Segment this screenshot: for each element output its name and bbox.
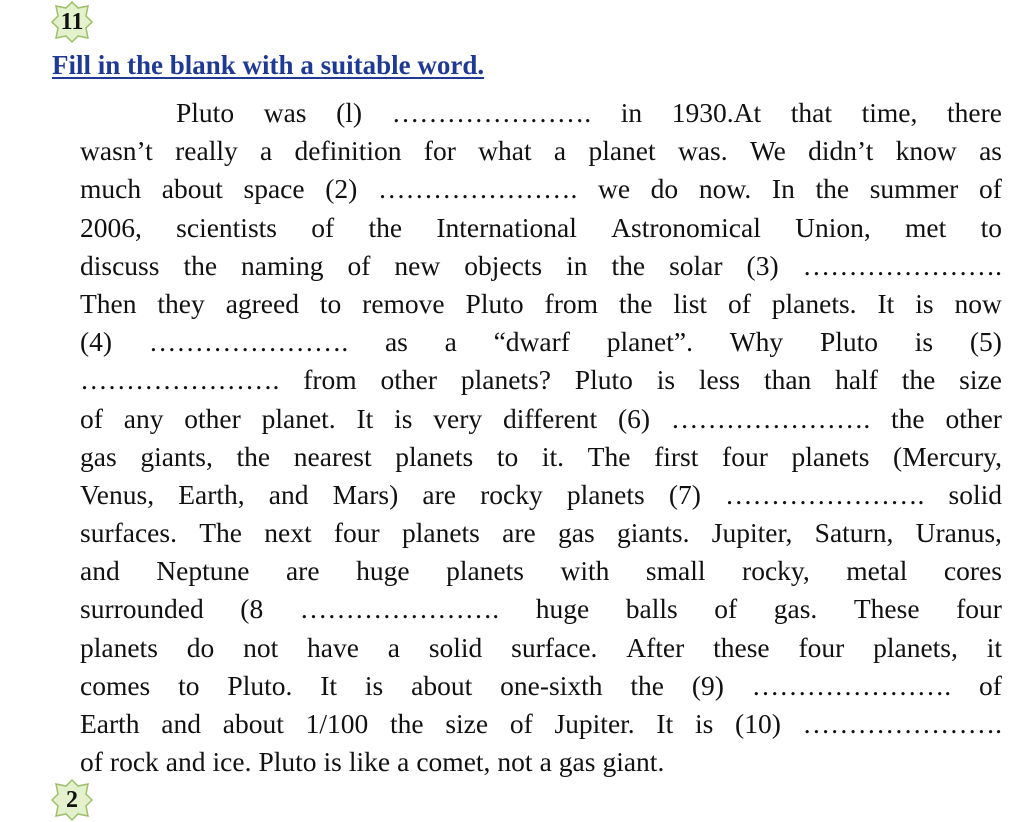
- passage-word: are: [422, 478, 456, 510]
- passage-word: It: [656, 708, 674, 739]
- passage-word: Jupiter,: [711, 517, 793, 549]
- passage-word: of: [509, 708, 533, 739]
- passage-word: Union,: [795, 211, 871, 243]
- passage-word: (2): [325, 173, 358, 205]
- passage-word: gas: [558, 746, 596, 778]
- passage-word: other: [380, 364, 438, 396]
- passage-word: do: [650, 173, 679, 205]
- passage-word: half: [835, 364, 878, 396]
- passage-word: balls: [625, 593, 678, 625]
- passage-word: than: [763, 364, 812, 396]
- passage-word: much: [80, 173, 142, 205]
- passage-word: (Mercury,: [893, 440, 1002, 472]
- passage-word: Mars): [332, 478, 399, 510]
- passage-word: very: [433, 402, 483, 434]
- passage-word: know: [895, 135, 957, 167]
- passage-word: Saturn,: [814, 517, 894, 549]
- exercise-number: 11: [60, 9, 84, 35]
- passage-word: now.: [698, 173, 752, 205]
- passage-word: the: [368, 211, 403, 243]
- passage-word: (l): [336, 97, 363, 128]
- passage-word: agreed: [225, 287, 299, 319]
- passage-word: of: [80, 402, 103, 434]
- passage-word: giants.: [616, 517, 690, 549]
- passage-word: from: [544, 287, 598, 319]
- passage-word: planets,: [873, 631, 958, 663]
- passage-word: giant.: [602, 746, 665, 778]
- passage-word: is: [323, 746, 342, 778]
- passage-word: four: [722, 440, 768, 472]
- passage-word: small: [645, 555, 706, 587]
- passage-word: time,: [861, 97, 918, 128]
- passage-word: surfaces.: [80, 517, 177, 549]
- passage-word: as: [384, 326, 408, 358]
- passage-word: of: [979, 669, 1002, 701]
- exercise-number-badge: [50, 0, 94, 44]
- passage-word: they: [157, 287, 205, 319]
- passage-word: next: [264, 517, 312, 549]
- passage-word: remove: [362, 287, 445, 319]
- passage-word: Pluto: [574, 364, 633, 396]
- answer-blank: ………………….: [299, 593, 500, 625]
- passage-word: In: [771, 173, 795, 205]
- passage-word: was: [263, 97, 307, 128]
- passage-word: Why: [729, 326, 784, 358]
- passage-word: a: [397, 746, 410, 778]
- passage-line: [80, 667, 1002, 705]
- passage-word: to: [496, 440, 519, 472]
- passage-word: four: [798, 631, 845, 663]
- passage-word: the: [389, 708, 424, 739]
- passage-word: “dwarf: [493, 326, 570, 358]
- next-exercise-number-badge: [50, 778, 94, 822]
- passage-word: It: [877, 287, 895, 319]
- passage-word: now: [954, 287, 1002, 319]
- passage-word: planets: [80, 631, 158, 663]
- passage-word: size: [445, 708, 489, 739]
- passage-word: International: [436, 211, 577, 243]
- passage-word: 2006,: [80, 211, 142, 243]
- passage-word: It: [320, 669, 338, 701]
- passage-word: Earth: [80, 708, 140, 739]
- passage-word: these: [713, 631, 770, 663]
- passage-word: objects: [464, 249, 543, 281]
- passage-word: is: [364, 669, 384, 701]
- passage-word: a: [444, 326, 457, 358]
- passage-line: [80, 94, 1002, 132]
- passage-word: a: [553, 135, 567, 167]
- passage-word: list: [673, 287, 708, 319]
- passage-word: huge: [535, 593, 590, 625]
- passage-word: Pluto: [258, 746, 317, 778]
- passage-word: 1930.At: [671, 97, 762, 128]
- passage-word: planets: [395, 440, 474, 472]
- passage-word: is: [656, 364, 676, 396]
- passage-word: and: [80, 555, 120, 587]
- passage-word: any: [123, 402, 164, 434]
- passage-word: ice.: [212, 746, 252, 778]
- answer-blank: ………………….: [751, 669, 952, 701]
- passage-word: the: [630, 669, 664, 701]
- passage-word: is: [914, 326, 934, 358]
- passage-word: are: [502, 517, 536, 549]
- passage-word: in: [620, 97, 643, 128]
- passage-word: summer: [869, 173, 959, 205]
- passage-word: about: [222, 708, 284, 739]
- passage-word: we: [597, 173, 631, 205]
- passage-word: from: [303, 364, 357, 396]
- passage-word: rocky,: [742, 555, 810, 587]
- answer-blank: ………………….: [148, 326, 349, 358]
- passage-word: planets: [446, 555, 524, 587]
- passage-line: [80, 629, 1002, 667]
- passage-word: the: [891, 402, 925, 434]
- passage-line: [80, 514, 1002, 552]
- passage-word: Neptune: [156, 555, 250, 587]
- passage-word: about: [161, 173, 223, 205]
- passage-word: planets?: [460, 364, 551, 396]
- passage-word: discuss: [80, 249, 160, 281]
- passage-word: the: [901, 364, 936, 396]
- passage-word: other: [945, 402, 1002, 434]
- answer-blank: ………………….: [80, 364, 280, 396]
- passage-word: 1/100: [305, 708, 369, 739]
- passage-line: [80, 285, 1002, 323]
- passage-word: different: [502, 402, 598, 434]
- passage-line: [80, 476, 1002, 514]
- passage-word: (9): [691, 669, 724, 701]
- passage-word: is: [394, 402, 413, 434]
- passage-line: [80, 400, 1002, 438]
- passage-word: in: [566, 249, 588, 281]
- passage-word: (10): [735, 708, 781, 739]
- passage-word: After: [626, 631, 685, 663]
- passage-word: like: [348, 746, 391, 778]
- passage-word: less: [698, 364, 741, 396]
- passage-word: Astronomical: [611, 211, 761, 243]
- passage-word: the: [236, 440, 271, 472]
- passage-word: met: [905, 211, 947, 243]
- passage-word: These: [853, 593, 920, 625]
- passage-word: Uranus,: [915, 517, 1002, 549]
- passage-word: surrounded: [80, 593, 204, 625]
- passage-word: there: [946, 97, 1002, 128]
- passage-line: [80, 438, 1002, 476]
- passage-line: [80, 209, 1002, 247]
- passage-word: planet: [588, 135, 656, 167]
- passage-word: to: [980, 211, 1002, 243]
- passage-word: wasn’t: [80, 135, 153, 167]
- passage-word: (3): [746, 249, 779, 281]
- passage-word: Venus,: [80, 478, 155, 510]
- passage-word: a: [260, 135, 273, 167]
- passage-word: planets: [401, 517, 480, 549]
- passage-word: and: [165, 746, 206, 778]
- passage-word: (7): [668, 478, 701, 510]
- passage-line: [80, 323, 1002, 361]
- passage-word: have: [307, 631, 359, 663]
- passage-word: We: [749, 135, 786, 167]
- answer-blank: ………………….: [670, 402, 871, 434]
- passage-word: It: [356, 402, 374, 434]
- passage-word: gas.: [773, 593, 818, 625]
- passage-word: Pluto.: [227, 669, 293, 701]
- passage-word: really: [175, 135, 238, 167]
- passage-word: was.: [677, 135, 728, 167]
- passage-word: of: [727, 287, 751, 319]
- passage-word: cores: [943, 555, 1002, 587]
- passage-word: what: [478, 135, 532, 167]
- exercise-instruction: Fill in the blank with a suitable word.: [52, 50, 485, 80]
- passage-word: of: [714, 593, 738, 625]
- passage-word: definition: [294, 135, 402, 167]
- passage-word: other: [184, 402, 241, 434]
- answer-blank: ………………….: [725, 478, 925, 510]
- passage-word: the: [183, 249, 218, 281]
- passage-word: planets: [791, 440, 870, 472]
- passage-word: the: [618, 287, 653, 319]
- passage-word: is: [694, 708, 714, 739]
- passage-word: one-sixth: [500, 669, 603, 701]
- passage-word: solid: [428, 631, 483, 663]
- answer-blank: ………………….: [391, 97, 592, 128]
- passage-word: Earth,: [178, 478, 245, 510]
- passage-word: planets: [566, 478, 645, 510]
- passage-word: and: [268, 478, 309, 510]
- passage-word: scientists: [176, 211, 277, 243]
- passage-line: [80, 743, 1002, 781]
- passage-word: solar: [669, 249, 723, 281]
- passage-word: of: [978, 173, 1002, 205]
- passage-word: about: [411, 669, 473, 701]
- passage-word: surface.: [511, 631, 598, 663]
- passage-word: do: [186, 631, 215, 663]
- passage-word: comes: [80, 669, 151, 701]
- passage-word: first: [654, 440, 699, 472]
- passage-word: as: [979, 135, 1002, 167]
- passage-word: four: [956, 593, 1002, 625]
- passage-word: (8: [240, 593, 264, 625]
- passage-word: new: [394, 249, 441, 281]
- passage-line: [80, 132, 1002, 170]
- passage-word: solid: [948, 478, 1002, 510]
- passage-word: that: [790, 97, 832, 128]
- passage-word: not: [243, 631, 279, 663]
- passage-word: for: [423, 135, 456, 167]
- passage-word: huge: [356, 555, 410, 587]
- passage-word: (5): [969, 326, 1002, 358]
- passage-word: with: [560, 555, 610, 587]
- passage-word: Pluto: [176, 97, 235, 128]
- passage-word: the: [611, 249, 646, 281]
- passage-word: comet,: [416, 746, 491, 778]
- passage-word: Pluto: [465, 287, 524, 319]
- passage-word: of: [311, 211, 335, 243]
- passage-word: planet”.: [606, 326, 693, 358]
- passage-line: [80, 247, 1002, 285]
- passage-word: not: [497, 746, 533, 778]
- passage-word: the: [815, 173, 850, 205]
- passage-word: and: [161, 708, 202, 739]
- passage-word: rock: [109, 746, 159, 778]
- answer-blank: ………………….: [802, 708, 1002, 739]
- passage-word: nearest: [293, 440, 372, 472]
- answer-blank: ………………….: [802, 249, 1002, 281]
- passage-word: a: [387, 631, 400, 663]
- passage-word: rocky: [480, 478, 543, 510]
- passage-text: [80, 94, 1002, 781]
- passage-line: [80, 590, 1002, 628]
- passage-line: [80, 170, 1002, 208]
- passage-word: are: [285, 555, 320, 587]
- passage-word: The: [587, 440, 631, 472]
- passage-line: [80, 361, 1002, 399]
- passage-word: gas: [558, 517, 595, 549]
- passage-line: [80, 552, 1002, 590]
- passage-word: naming: [241, 249, 324, 281]
- passage-word: Pluto: [819, 326, 879, 358]
- passage-word: a: [539, 746, 552, 778]
- passage-word: to: [319, 287, 342, 319]
- passage-word: is: [915, 287, 934, 319]
- passage-word: of: [80, 746, 103, 778]
- passage-word: of: [347, 249, 371, 281]
- passage-word: it.: [541, 440, 565, 472]
- passage-word: The: [199, 517, 242, 549]
- passage-word: (4): [80, 326, 113, 358]
- answer-blank: ………………….: [377, 173, 578, 205]
- passage-word: didn’t: [808, 135, 874, 167]
- passage-word: Jupiter.: [554, 708, 635, 739]
- passage-word: gas: [80, 440, 117, 472]
- passage-word: Then: [80, 287, 137, 319]
- passage-word: (6): [617, 402, 651, 434]
- passage-word: planets.: [771, 287, 857, 319]
- passage-word: to: [178, 669, 200, 701]
- passage-word: giants,: [140, 440, 213, 472]
- passage-word: space: [243, 173, 305, 205]
- passage-word: metal: [846, 555, 908, 587]
- passage-word: size: [959, 364, 1002, 396]
- passage-line: [80, 705, 1002, 743]
- passage-word: four: [333, 517, 380, 549]
- next-exercise-number: 2: [66, 787, 78, 813]
- passage-word: it: [986, 631, 1002, 663]
- passage-word: planet.: [261, 402, 336, 434]
